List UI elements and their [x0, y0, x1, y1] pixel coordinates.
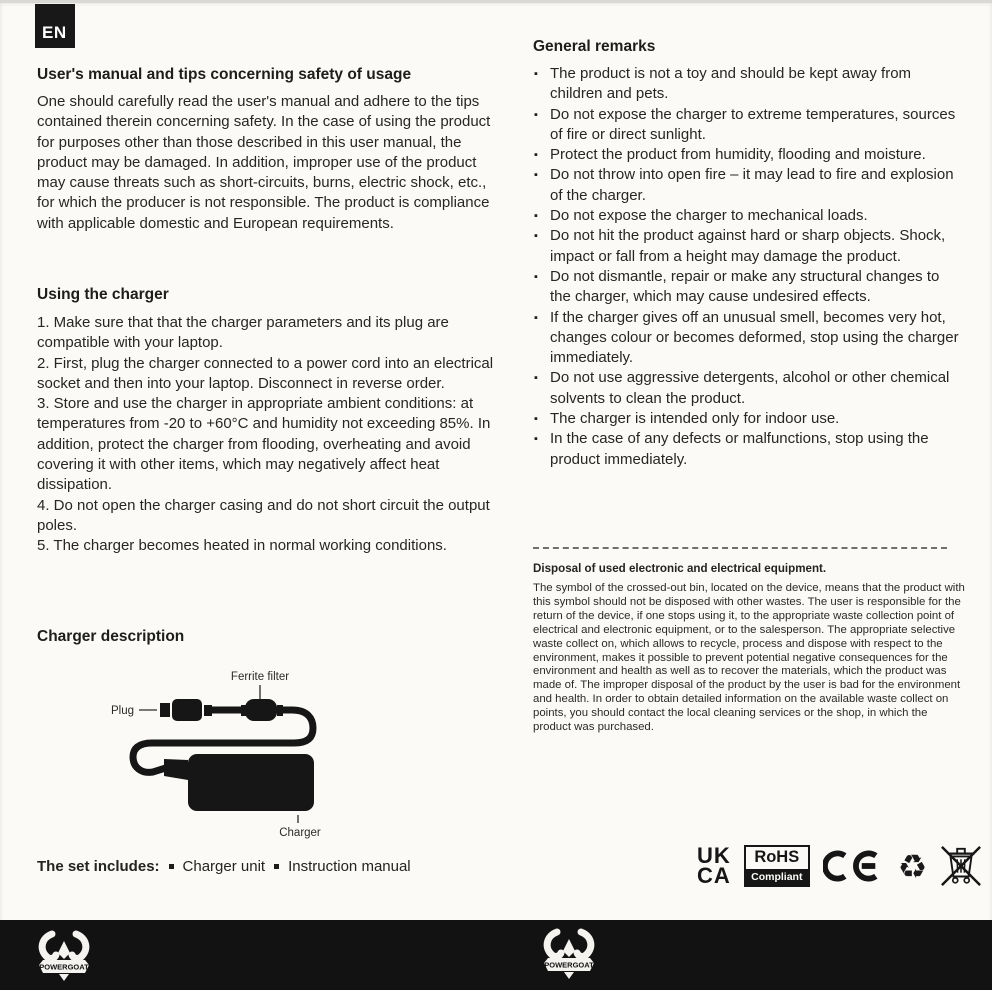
remark-item: ▪ Do not throw into open fire – it may lead to fire and explosion of the charger. — [533, 165, 963, 206]
plug-strain-relief — [204, 705, 212, 716]
plug-pin — [160, 703, 170, 717]
rohs-compliant-label: Compliant — [746, 869, 808, 885]
powergoat-wordmark: POWERGOAT — [39, 962, 89, 972]
dc-connector — [164, 759, 188, 780]
general-remarks-heading: General remarks — [533, 38, 656, 55]
remark-item: ▪ Do not hit the product against hard or sharp objects. Shock, impact or fall from a height may damage the product. — [533, 226, 963, 267]
bullet-square-icon — [169, 864, 174, 869]
step-item: 4. Do not open the charger casing and do not short circuit the output poles. — [37, 496, 490, 534]
using-steps-list — [37, 313, 503, 557]
charger-diagram — [20, 648, 490, 853]
remark-item: ▪ If the charger gives off an unusual smell, becomes very hot, changes colour or becomes deformed, stop using the charger immediately. — [533, 308, 963, 369]
recycling-icon: ♻ — [897, 846, 928, 886]
dashed-divider — [533, 547, 947, 549]
rohs-label: RoHS — [754, 848, 800, 866]
using-the-charger-heading: Using the charger — [37, 286, 169, 303]
remark-item: ▪ The product is not a toy and should be kept away from children and pets. — [533, 64, 963, 105]
step-item: 1. Make sure that that the charger parameters and its plug are compatible with your laptop. — [37, 314, 449, 352]
certification-marks — [697, 843, 982, 889]
footer-band — [0, 920, 992, 990]
plug-label: Plug — [110, 705, 134, 717]
charger-description-heading: Charger description — [37, 628, 185, 645]
ukca-mark — [697, 843, 731, 888]
step-item: 5. The charger becomes heated in normal working conditions. — [37, 537, 447, 555]
powergoat-logo — [35, 929, 93, 983]
set-includes-label: The set includes: — [37, 858, 160, 875]
disposal-paragraph: The symbol of the crossed-out bin, located on the device, means that the product with this symbol should not be disposed with other wastes. The user is responsible for the return of the device, if one stops using it, to the appropriate waste collection point of electrical and electronic equipment, or to the salesperson. The appropriate selective waste collect on, which allows to recycle, process and dispose with respect to the environment, makes it possible to prevent potential negative consequences for the environment and health as well as to recover the materials, which the product was made of. The improper disposal of the product by the user is bad for the environment and health. In order to obtain detailed information on the available waste collect on points, you should contact the local cleaning services or the shop, in which the product was purchased. — [533, 582, 965, 734]
powergoat-wordmark: POWERGOAT — [544, 960, 594, 970]
weee-crossed-bin-icon — [940, 843, 982, 889]
ferrite-filter-label: Ferrite filter — [230, 671, 290, 683]
ukca-line1: UK — [697, 843, 731, 868]
remark-item: ▪ Protect the product from humidity, flooding and moisture. — [533, 145, 963, 165]
set-item: Charger unit — [182, 858, 266, 875]
step-item: 2. First, plug the charger connected to a power cord into an electrical socket and then into your laptop. Disconnect in reverse order. — [37, 354, 494, 392]
remark-item: ▪ Do not expose the charger to extreme temperatures, sources of fire or direct sunlight. — [533, 105, 963, 146]
plug-body — [172, 699, 202, 721]
set-item: Instruction manual — [288, 858, 411, 875]
step-item: 3. Store and use the charger in appropriate ambient conditions: at temperatures from -20 to +60°C and humidity not exceeding 85%. In addition, protect the charger from flooding, overheating and avoid covering it with other items, which may negatively affect heat dissipation. — [37, 395, 491, 494]
bullet-square-icon — [274, 864, 279, 869]
ferrite-body — [245, 699, 277, 721]
remark-item: ▪ The charger is intended only for indoor use. — [533, 409, 963, 429]
charger-body — [188, 754, 314, 811]
ferrite-rib-right — [277, 705, 283, 716]
language-badge: EN — [35, 4, 75, 48]
intro-paragraph: One should carefully read the user's manual and adhere to the tips contained therein concerning safety. In the case of using the product for purposes other than those described in this user manual, the product may be damaged. In addition, improper use of the product may cause threats such as short-circuits, burns, electric shock, etc., for which the producer is not responsible. The product is compliance with applicable domestic and European requirements. — [37, 93, 491, 232]
set-includes-line — [37, 858, 411, 875]
powergoat-logo — [540, 927, 598, 981]
rohs-mark — [744, 845, 810, 887]
remark-item: ▪ Do not dismantle, repair or make any structural changes to the charger, which may cause undesired effects. — [533, 267, 963, 308]
general-remarks-list — [533, 64, 963, 470]
remark-item: ▪ Do not expose the charger to mechanical loads. — [533, 206, 963, 226]
ukca-line2: CA — [697, 863, 731, 888]
left-column-title: User's manual and tips concerning safety of usage — [37, 66, 412, 83]
charger-label: Charger — [279, 827, 321, 839]
scan-edge — [0, 0, 992, 3]
ce-mark-glyph — [823, 849, 885, 883]
remark-item: ▪ Do not use aggressive detergents, alcohol or other chemical solvents to clean the product. — [533, 368, 963, 409]
ce-mark — [823, 849, 885, 883]
remark-item: ▪ In the case of any defects or malfunctions, stop using the product immediately. — [533, 429, 963, 470]
disposal-heading: Disposal of used electronic and electrical equipment. — [533, 562, 827, 575]
